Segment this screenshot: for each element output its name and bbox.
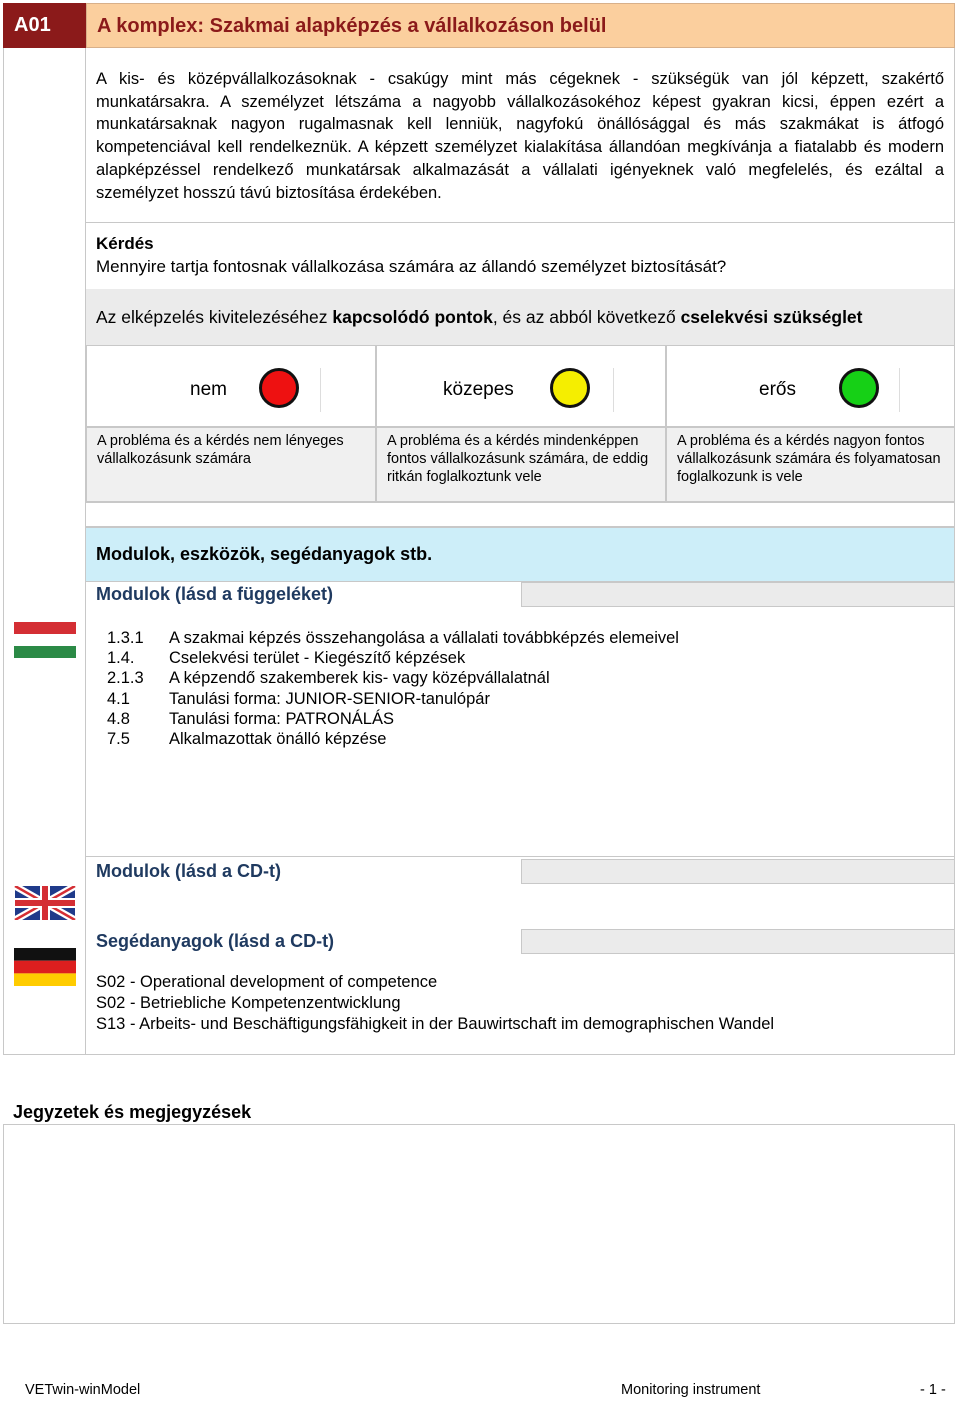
modules-heading: Modulok, eszközök, segédanyagok stb. — [86, 527, 955, 582]
rating-label-eros: erős — [759, 379, 796, 400]
uk-flag-icon — [14, 886, 76, 920]
notes-box[interactable] — [3, 1124, 955, 1324]
module-number: 4.1 — [107, 689, 130, 708]
footer-instrument: Monitoring instrument — [621, 1382, 761, 1398]
cd-modules-heading: Modulok (lásd a CD-t) — [96, 861, 281, 881]
question-section — [86, 223, 955, 289]
divider — [899, 368, 900, 412]
hungarian-flag-icon — [14, 622, 76, 658]
page-number: - 1 - — [920, 1382, 946, 1398]
rating-label-kozepes: közepes — [443, 379, 514, 400]
module-title: Cselekvési terület - Kiegészítő képzések — [169, 649, 466, 668]
notes-title: Jegyzetek és megjegyzések — [13, 1102, 252, 1122]
module-title: A szakmai képzés összehangolása a vállalati továbbképzés elemeivel — [169, 629, 679, 647]
list-item[interactable] — [107, 628, 679, 648]
rating-option-eros[interactable] — [666, 345, 955, 427]
list-item[interactable] — [107, 648, 679, 668]
list-item[interactable]: S13 - Arbeits- und Beschäftigungsfähigkeit in der Bauwirtschaft im demographischen Wandel — [96, 1015, 775, 1033]
german-flag-icon — [14, 948, 76, 986]
green-light-icon — [839, 368, 879, 408]
intro-text: A kis- és középvállalkozásoknak - csakúgy mint más cégeknek - szükségük van jól képzett, szakértő munkatársakra. A személyzet létszáma a nagyobb vállalkozásokéhoz képest gyakran kicsi, éppen ezért a munkatársaknak nagyon rugalmasnak kell lenniük, nagyfokú önállósággal és más szakmákat is átfogó kompetenciával kell rendelkeznük. A képzett személyzet kialakítása állandóan megkívánja a fiatalabb és modern alapképzéssel rendelkező munkatársak alkalmazását a vállalati igényeknek való megfelelés, és ezáltal a személyzet hosszú távú biztosítása érdekében. — [86, 48, 955, 223]
module-title: Alkalmazottak önálló képzése — [169, 730, 387, 749]
document-title: A komplex: Szakmai alapképzés a vállalkozáson belül — [86, 3, 955, 48]
list-item[interactable]: S02 - Betriebliche Kompetenzentwicklung — [96, 994, 401, 1012]
heading-fill — [521, 859, 955, 884]
module-number: 4.8 — [107, 709, 130, 728]
rating-desc-nem: A probléma és a kérdés nem lényeges vállalkozásunk számára — [86, 427, 376, 502]
module-number: 1.3.1 — [107, 629, 144, 647]
hu-module-list — [107, 628, 679, 749]
materials-heading: Segédanyagok (lásd a CD-t) — [96, 931, 335, 951]
list-item[interactable] — [107, 709, 679, 729]
heading-fill — [521, 582, 955, 607]
connection-bold-2: cselekvési szükséglet — [680, 307, 863, 327]
module-title: Tanulási forma: JUNIOR-SENIOR-tanulópár — [169, 689, 490, 708]
divider — [613, 368, 614, 412]
heading-fill — [521, 929, 955, 954]
list-item[interactable] — [107, 689, 679, 709]
module-number: 2.1.3 — [107, 669, 144, 688]
connection-heading — [86, 289, 955, 345]
module-number: 1.4. — [107, 649, 135, 668]
footer-project: VETwin-winModel — [25, 1382, 141, 1398]
red-light-icon — [259, 368, 299, 408]
question-label: Kérdés — [96, 234, 154, 253]
yellow-light-icon — [550, 368, 590, 408]
connection-text-1: Az elképzelés kivitelezéséhez — [96, 307, 333, 327]
spacer-row — [86, 502, 955, 527]
document-code: A01 — [3, 3, 86, 48]
list-item[interactable] — [107, 729, 679, 749]
hu-modules-heading: Modulok (lásd a függeléket) — [96, 584, 334, 604]
module-number: 7.5 — [107, 730, 130, 749]
connection-text-2: , és az abból következő — [492, 307, 681, 327]
rating-option-nem[interactable] — [86, 345, 376, 427]
connection-bold-1: kapcsolódó pontok — [332, 307, 493, 327]
rating-desc-kozepes: A probléma és a kérdés mindenképpen fontos vállalkozásunk számára, de eddig ritkán foglalkoztunk vele — [376, 427, 666, 502]
rating-label-nem: nem — [190, 379, 227, 400]
module-title: Tanulási forma: PATRONÁLÁS — [169, 709, 394, 728]
question-text: Mennyire tartja fontosnak vállalkozása számára az állandó személyzet biztosítását? — [96, 256, 727, 276]
rating-desc-eros: A probléma és a kérdés nagyon fontos vállalkozásunk számára és folyamatosan foglalkozunk is vele — [666, 427, 955, 502]
divider — [320, 368, 321, 412]
module-title: A képzendő szakemberek kis- vagy középvállalatnál — [169, 669, 550, 688]
rating-option-kozepes[interactable] — [376, 345, 666, 427]
list-item[interactable] — [107, 668, 679, 688]
list-item[interactable]: S02 - Operational development of competence — [96, 973, 438, 991]
materials-list — [96, 972, 774, 1035]
